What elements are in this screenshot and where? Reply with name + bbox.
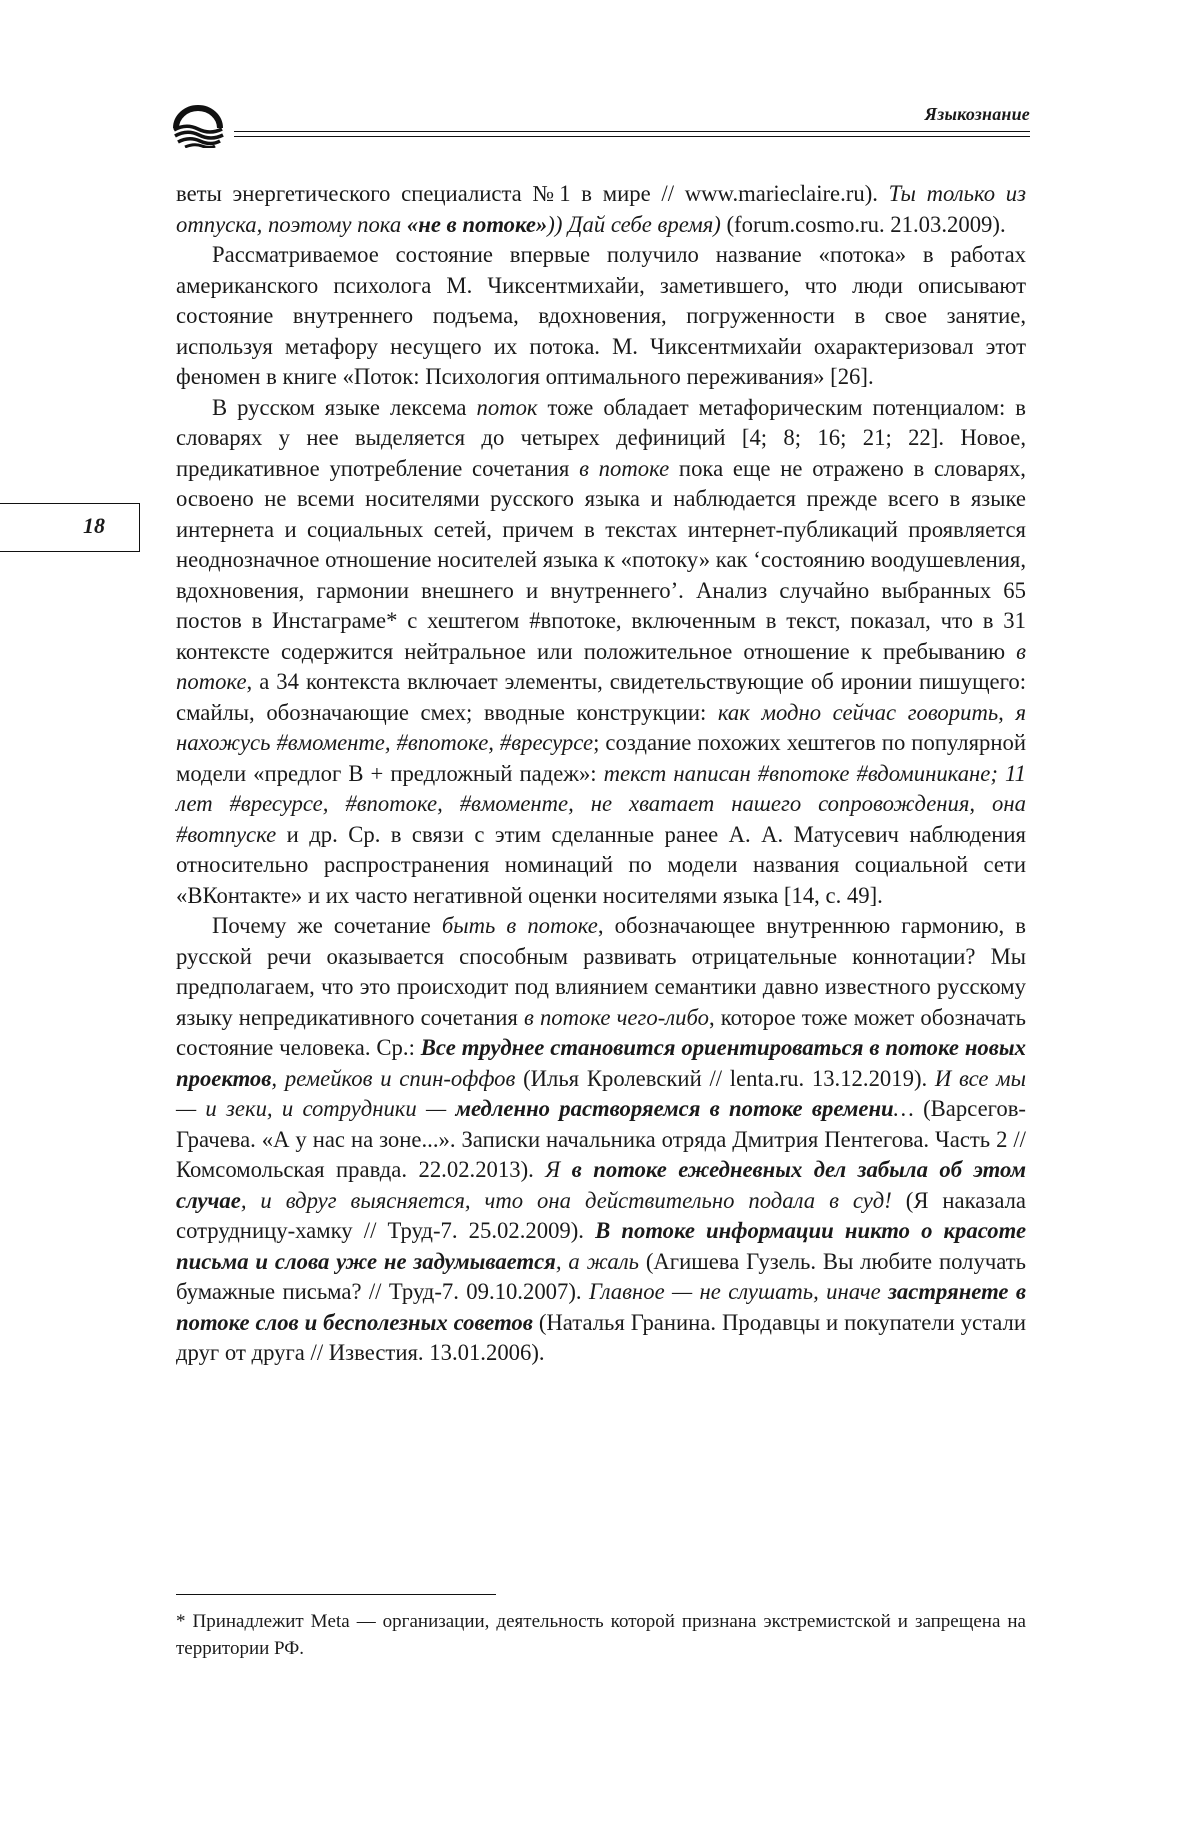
text-run: (forum.cosmo.ru. 21.03.2009).: [720, 211, 1006, 237]
text-run: «не в потоке»: [406, 211, 548, 237]
text-run: веты энергетического специалиста №1 в мире // www.marieclaire.ru).: [176, 181, 889, 206]
text-run: как модно сейчас говорить, я нахожусь #вмоменте, #впотоке, #вресурсе: [176, 699, 1026, 755]
text-run: застрянете в потоке слов и бесполезных советов: [176, 1279, 1026, 1335]
text-run: , и вдруг выясняется, что она действительно подала в суд!: [240, 1187, 892, 1213]
header-rule-bottom: [234, 136, 1030, 137]
text-run: ; создание похожих хештегов по популярной модели «предлог В + предложный падеж»:: [176, 730, 1027, 786]
text-run: (Варсегов-Грачева. «А у нас на зоне...». Записки начальника отряда Дмитрия Пентегова. Часть 2 // Комсомольская правда. 22.02.2013).: [176, 1096, 1026, 1182]
section-title: Языкознание: [924, 104, 1030, 124]
text-run: в потоке: [176, 638, 1026, 694]
text-run: (Наталья Гранина. Продавцы и покупатели устали друг от друга // Известия. 13.01.2006).: [176, 1309, 1026, 1365]
text-run: Почему же сочетание: [212, 913, 442, 938]
running-head: [172, 96, 1030, 146]
text-run: (Агишева Гузель. Вы любите получать бумажные письма? // Труд-7. 09.10.2007).: [176, 1248, 1026, 1304]
text-run: , обозначающее внутреннюю гармонию, в русской речи оказывается способным развивать отрицательные коннотации? Мы предполагаем, что это происходит под влиянием семантики давно известного русскому языку непредикативного сочетания: [176, 913, 1026, 1030]
text-run: в потоке: [579, 455, 670, 481]
text-run: в потоке ежедневных дел забыла об этом случае: [176, 1157, 1026, 1213]
text-run: поток: [476, 394, 538, 420]
text-run: , а жаль: [555, 1248, 639, 1274]
text-run: )) Дай себе время): [547, 211, 721, 237]
text-run: В русском языке лексема: [212, 394, 477, 420]
text-run: В потоке информации никто о красоте письма и слова уже не задумывается: [176, 1218, 1027, 1274]
text-run: Рассматриваемое состояние впервые получило название «потока» в работах американского психолога М. Чиксентмихайи, заметившего, что люди описывают состояние внутреннего подъема, вдохновения, погруженности в свое занятие, используя метафору несущего их потока. М. Чиксентмихайи охарактеризовал этот феномен в книге «Поток: Психология оптимального переживания» [26].: [176, 242, 1026, 389]
text-run: в потоке чего-либо: [523, 1004, 709, 1030]
text-run: тоже обладает метафорическим потенциалом: в словарях у нее выделяется до четырех дефиниций [4; 8; 16; 21; 22]. Новое, предикативное употребление сочетания: [176, 394, 1026, 481]
text-run: И все мы — и зеки, и сотрудники —: [176, 1065, 1026, 1121]
text-run: пока еще не отражено в словарях, освоено не всеми носителями русского языка и наблюдается прежде всего в языке интернета и социальных сетей, причем в текстах интернет-публикаций проявляется неоднозначное отношение носителей языка к «потоку» как ‘состоянию воодушевления, вдохновения, гармонии внешнего и внутреннего’. Анализ случайно выбранных 65 постов в Инстаграме* с хештегом #впотоке, включенным в текст, показал, что в 31 контексте содержится нейтральное или положительное отношение к пребыванию: [176, 455, 1026, 664]
text-run: (Я наказала сотрудницу-хамку // Труд-7. 25.02.2009).: [176, 1187, 1026, 1243]
paragraph: [176, 393, 1026, 912]
text-run: и др. Ср. в связи с этим сделанные ранее А. А. Матусевич наблюдения относительно распространения номинаций по модели названия социальной сети «ВКонтакте» и их часто негативной оценки носителями языка [14, с. 49].: [176, 821, 1026, 908]
text-run: , которое тоже может обозначать состояние человека. Ср.:: [176, 1004, 1026, 1060]
article-body: [176, 179, 1026, 1369]
text-run: Все труднее становится ориентироваться в потоке новых проектов: [176, 1035, 1026, 1091]
text-run: , ремейков и спин-оффов: [271, 1065, 516, 1091]
header-rule-top: [234, 131, 1030, 132]
text-run: (Илья Кролевский // lenta.ru. 13.12.2019).: [515, 1065, 935, 1091]
page-number-tab: [0, 503, 140, 552]
wave-logo-icon: [172, 104, 238, 148]
text-run: медленно растворяемся в потоке времени: [455, 1096, 894, 1121]
text-run: …: [893, 1096, 914, 1121]
text-run: быть в потоке: [441, 913, 598, 938]
paragraph: [176, 179, 1026, 240]
paragraph: [176, 240, 1026, 393]
paragraph: [176, 911, 1026, 1369]
text-run: Я: [545, 1157, 572, 1182]
page-number: 18: [83, 513, 105, 538]
text-run: Ты только из отпуска, поэтому пока: [176, 181, 1026, 237]
text-run: , а 34 контекста включает элементы, свидетельствующие об иронии пишущего: смайлы, обозначающие смех; вводные конструкции:: [176, 669, 1026, 725]
footnote: * Принадлежит Meta — организации, деятельность которой признана экстремистской и запрещена на территории РФ.: [176, 1611, 1026, 1659]
text-run: Главное — не слушать, иначе: [588, 1279, 889, 1304]
footnote-separator: [176, 1594, 496, 1595]
text-run: текст написан #впотоке #вдоминикане; 11 лет #вресурсе, #впотоке, #вмоменте, не хватает нашего сопровождения, она #вотпуске: [176, 760, 1026, 847]
